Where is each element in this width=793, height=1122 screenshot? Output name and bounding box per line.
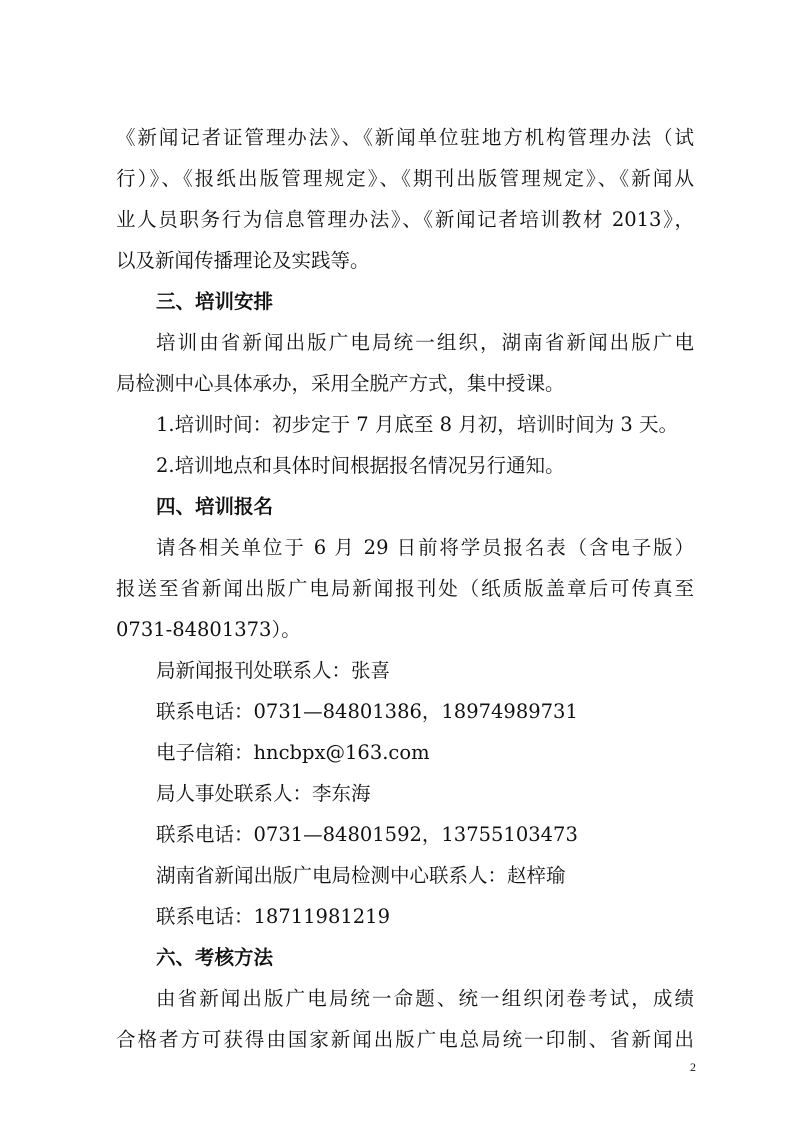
body-line: 业人员职务行为信息管理办法》、《新闻记者培训教材 2013》，	[116, 208, 694, 231]
contact-person: 局人事处联系人：李东海	[156, 782, 371, 805]
contact-person: 湖南省新闻出版广电局检测中心联系人：赵梓瑜	[156, 864, 566, 887]
body-line: 《新闻记者证管理办法》、《新闻单位驻地方机构管理办法（试	[116, 126, 694, 149]
paragraph-line: 0731-84801373）。	[116, 618, 301, 641]
contact-person: 局新闻报刊处联系人：张喜	[156, 659, 391, 682]
contact-phone: 联系电话：0731—84801592，13755103473	[156, 823, 578, 846]
paragraph-line: 报送至省新闻出版广电局新闻报刊处（纸质版盖章后可传真至	[116, 577, 694, 600]
list-item: 1.培训时间：初步定于 7 月底至 8 月初，培训时间为 3 天。	[156, 413, 679, 436]
paragraph-line: 合格者方可获得由国家新闻出版广电总局统一印制、省新闻出	[116, 1028, 694, 1051]
contact-email: 电子信箱：hncbpx@163.com	[156, 741, 430, 764]
section-heading-assessment: 六、考核方法	[156, 946, 274, 969]
list-item: 2.培训地点和具体时间根据报名情况另行通知。	[156, 454, 565, 477]
page-number: 2	[690, 1060, 696, 1074]
paragraph-line: 局检测中心具体承办，采用全脱产方式，集中授课。	[116, 372, 565, 395]
paragraph-line: 由省新闻出版广电局统一命题、统一组织闭卷考试，成绩	[156, 987, 694, 1010]
contact-phone: 联系电话：18711981219	[156, 905, 390, 928]
paragraph-line: 请各相关单位于 6 月 29 日前将学员报名表（含电子版）	[156, 536, 694, 559]
section-heading-arrangement: 三、培训安排	[156, 290, 274, 313]
section-heading-registration: 四、培训报名	[156, 495, 274, 518]
contact-phone: 联系电话：0731—84801386，18974989731	[156, 700, 578, 723]
body-line: 以及新闻传播理论及实践等。	[116, 249, 370, 272]
body-line: 行）》、《报纸出版管理规定》、《期刊出版管理规定》、《新闻从	[116, 167, 694, 190]
paragraph-line: 培训由省新闻出版广电局统一组织，湖南省新闻出版广电	[156, 331, 694, 354]
